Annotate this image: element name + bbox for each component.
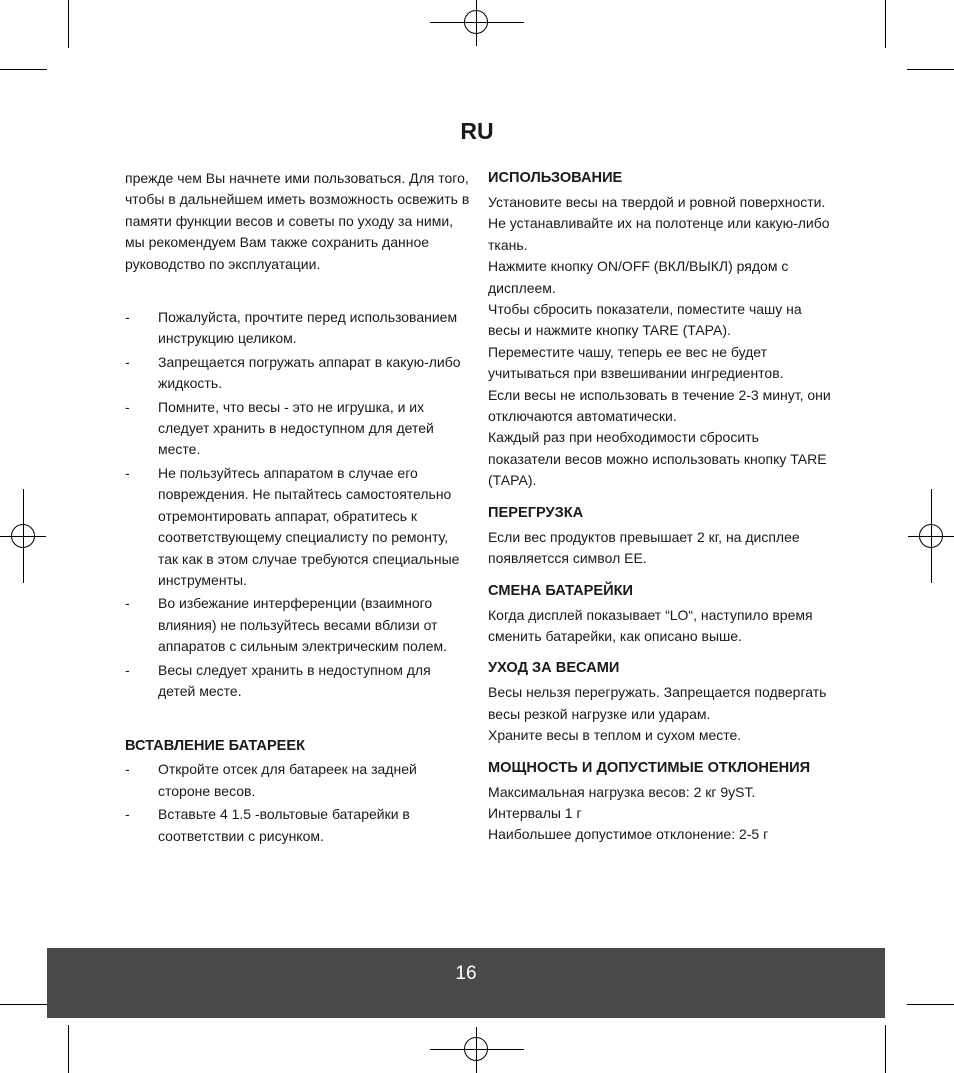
usage-text: Установите весы на твердой и ровной поверхности. Не устанавливайте их на полотенце или какую-либо ткань. Нажмите кнопку ON/OFF (ВКЛ/ВЫКЛ) рядом с дисплеем. Чтобы сбросить показатели, поместите чашу на весы и нажмите кнопку TARE (ТАРА). Переместите чашу, теперь ее вес не будет учитываться при взвешивании ингредиентов. Если весы не использовать в течение 2-3 минут, они отключаются автоматически. Каждый раз при необходимости сбросить показатели весов можно использовать кнопку TARE (ТАРА). (488, 194, 831, 489)
list-item: - Пожалуйста, прочтите перед использованием инструкцию целиком. (125, 309, 458, 347)
list-item: - Помните, что весы - это не игрушка, и их следует хранить в недоступном для детей месте. (125, 398, 434, 458)
care-heading: УХОД ЗА ВЕСАМИ (488, 660, 620, 677)
crop-mark (907, 1004, 954, 1005)
crop-mark (0, 69, 47, 70)
bullet-dash: - (125, 806, 130, 823)
battery-heading: ВСТАВЛЕНИЕ БАТАРЕЕК (125, 738, 306, 755)
list-item: - Во избежание интерференции (взаимного влияния) не пользуйтесь весами вблизи от аппаратов с сильным электрическим полем. (125, 595, 448, 655)
bullet-dash: - (125, 464, 130, 481)
list-item: - Откройте отсек для батареек на задней стороне весов. (125, 761, 417, 799)
page-number: 16 (455, 963, 477, 984)
bullet-dash: - (125, 661, 130, 678)
capacity-text: Максимальная нагрузка весов: 2 кг 9уST. Интервалы 1 г Наибольшее допустимое отклонение: 2-5 г (488, 783, 769, 843)
usage-heading: ИСПОЛЬЗОВАНИЕ (488, 170, 623, 186)
care-text: Весы нельзя перегружать. Запрещается подвергать весы резкой нагрузке или ударам. Храните весы в теплом и сухом месте. (488, 684, 827, 744)
bullet-dash: - (125, 309, 130, 326)
footer-bar (47, 948, 885, 1018)
list-item: - Весы следует хранить в недоступном для детей месте. (125, 661, 431, 699)
intro-paragraph: прежде чем Вы начнете ими пользоваться. Для того, чтобы в дальнейшем иметь возможность освежить в памяти функции весов и советы по уходу за ними, мы рекомендуем Вам также сохранить данное руководство по эксплуатации. (125, 170, 470, 272)
crop-mark (68, 0, 69, 48)
list-item: - Не пользуйтесь аппаратом в случае его повреждения. Не пытайтесь самостоятельно отремонтировать аппарат, обратитесь к соответствующему специалисту по ремонту, так как в этом случае требуются специальные инструменты. (125, 464, 460, 588)
battery-change-text: Когда дисплей показывает “LO“, наступило время сменить батарейки, как описано выше. (488, 606, 813, 644)
bullet-dash: - (125, 761, 130, 778)
bullet-dash: - (125, 595, 130, 612)
battery-steps-list (125, 759, 470, 847)
overload-heading: ПЕРЕГРУЗКА (488, 504, 584, 521)
crop-mark (885, 0, 886, 48)
language-code: RU (460, 118, 494, 144)
capacity-heading: МОЩНОСТЬ И ДОПУСТИМЫЕ ОТКЛОНЕНИЯ (488, 759, 811, 776)
crop-mark (68, 1025, 69, 1073)
bullet-dash: - (125, 353, 130, 370)
crop-mark (885, 1025, 886, 1073)
right-column (488, 168, 833, 846)
left-column (125, 168, 470, 849)
crop-mark (907, 69, 954, 70)
overload-text: Если вес продуктов превышает 2 кг, на дисплее появляетсся символ EE. (488, 528, 800, 567)
crop-mark (0, 1004, 47, 1005)
safety-list (125, 307, 470, 702)
bullet-dash: - (125, 398, 130, 415)
list-item: - Вставьте 4 1.5 -вольтовые батарейки в соответствии с рисунком. (125, 806, 410, 844)
list-item: - Запрещается погружать аппарат в какую-либо жидкость. (125, 353, 461, 392)
battery-change-heading: СМЕНА БАТАРЕЙКИ (488, 582, 634, 599)
